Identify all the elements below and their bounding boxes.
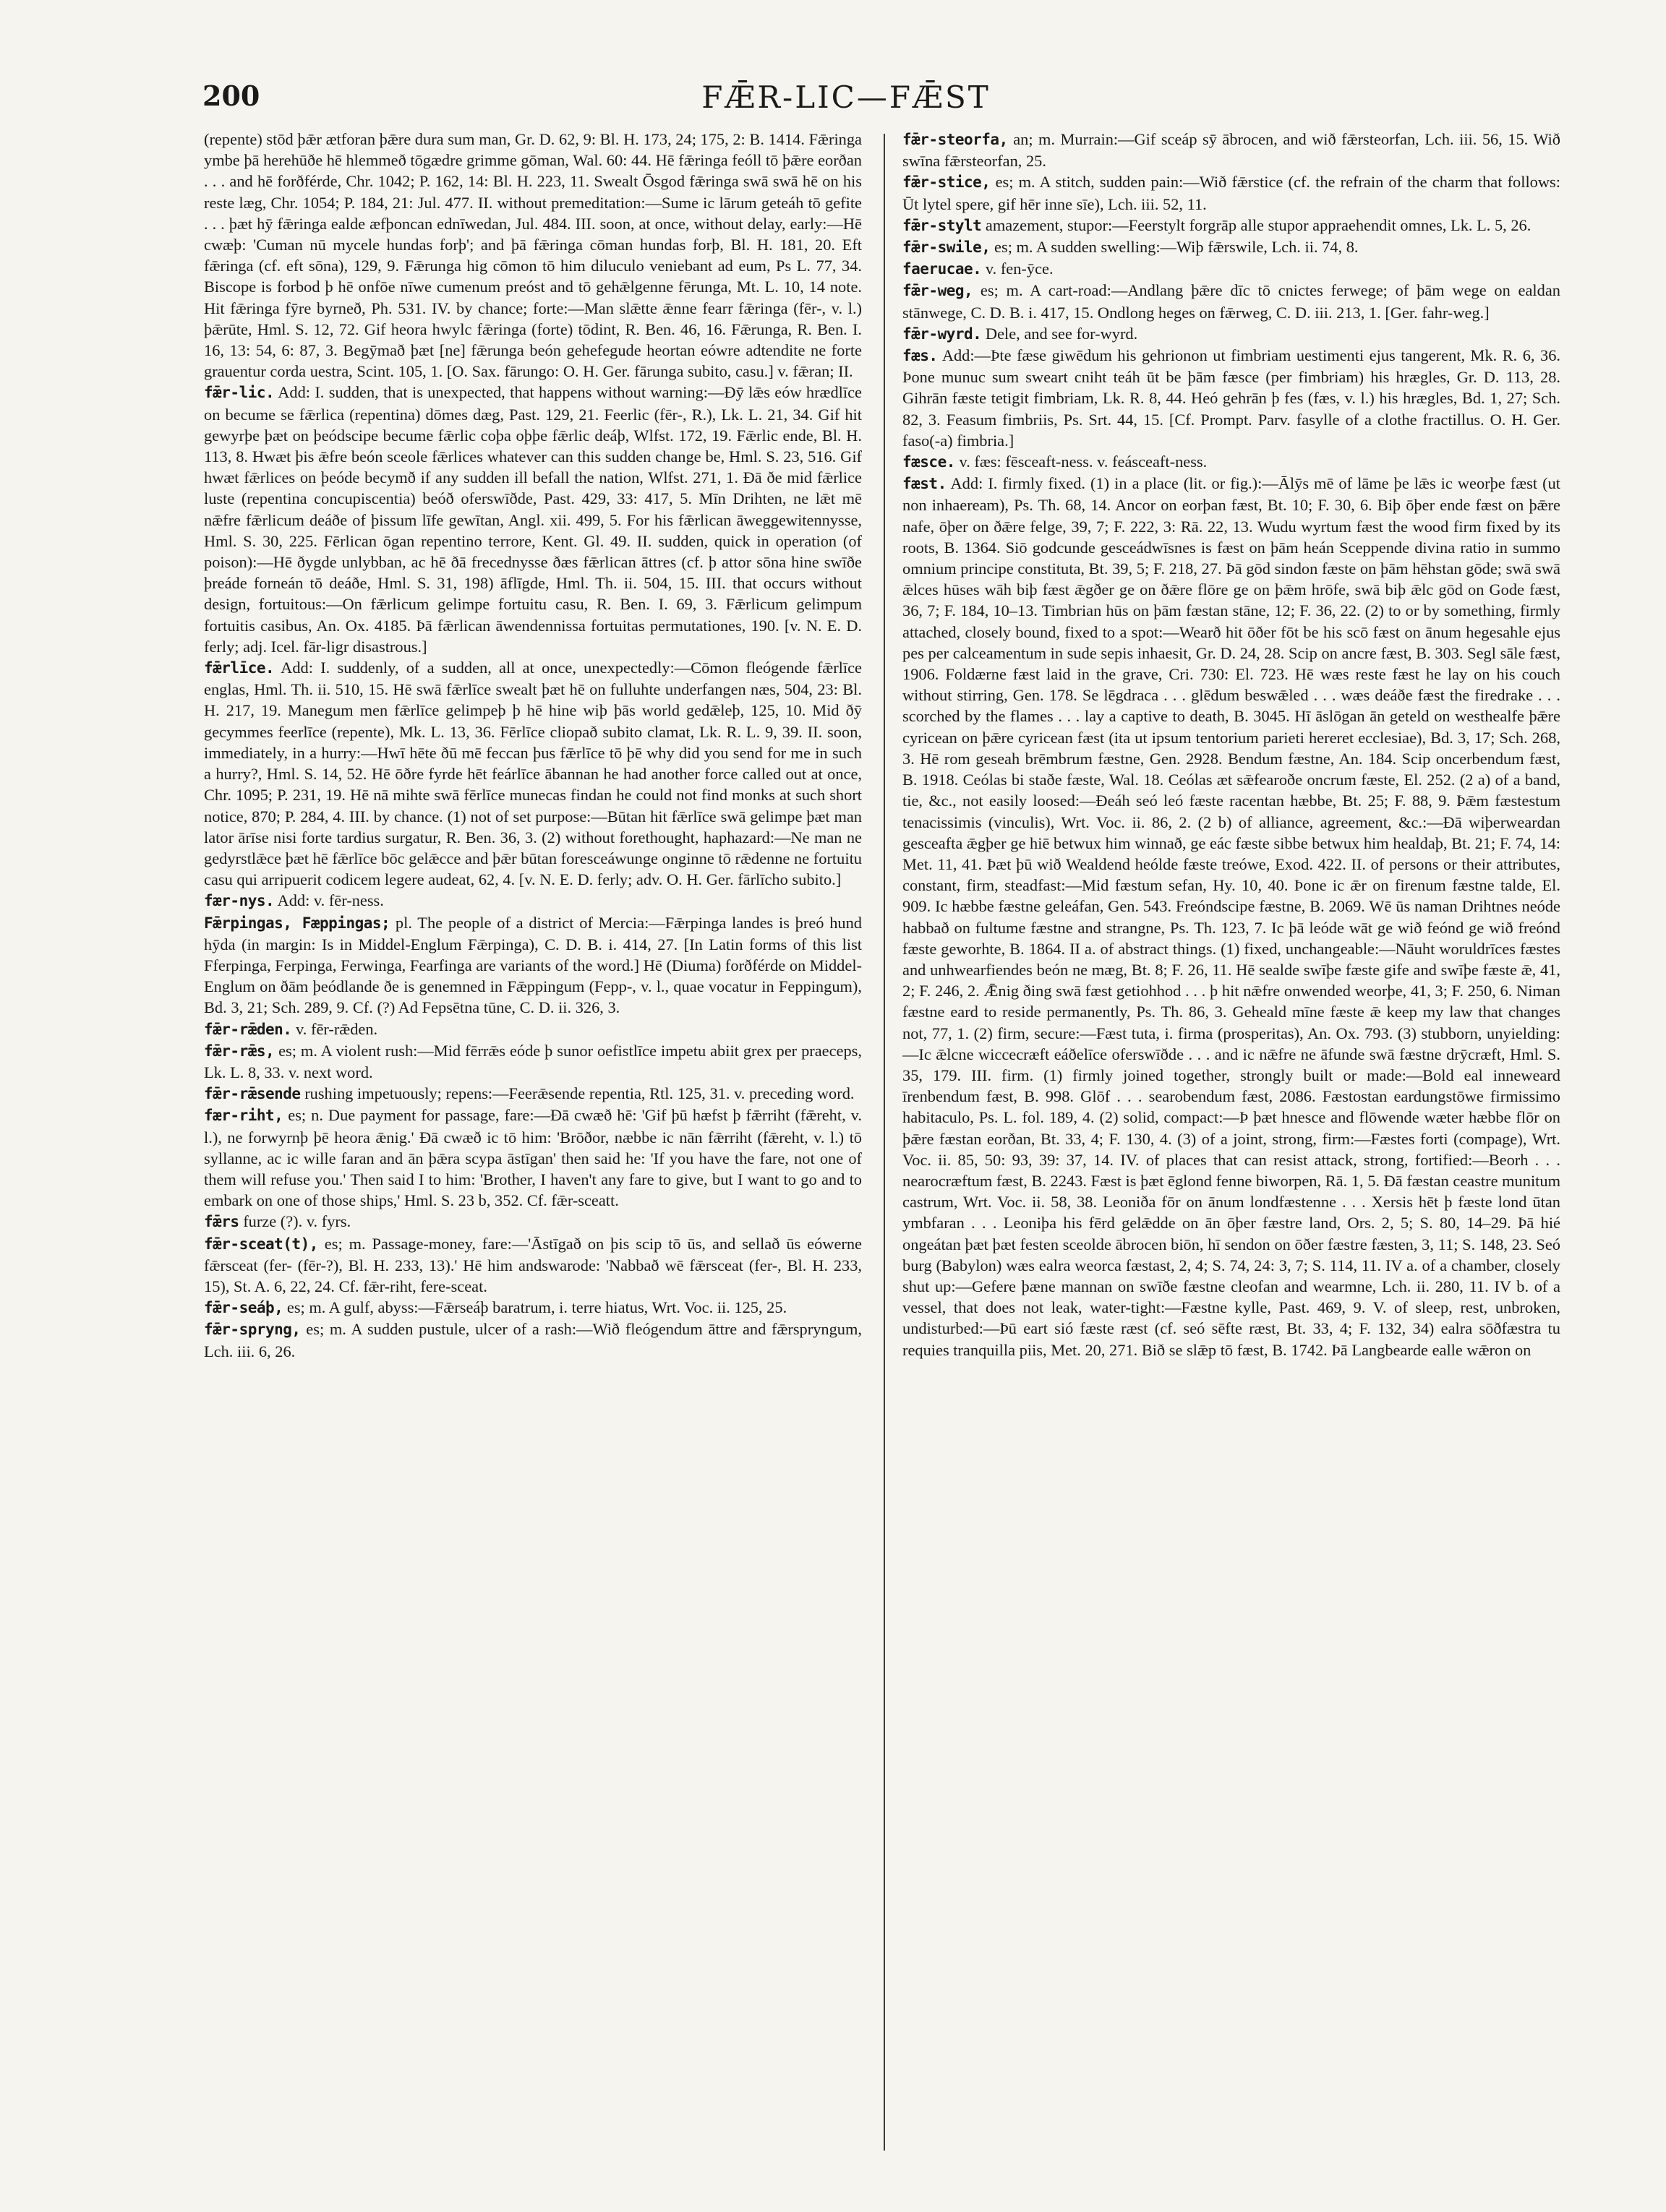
entry-headword: fǣr-stylt (902, 216, 982, 234)
entry-headword: fær-nys. (204, 892, 275, 910)
entry-headword: fær-riht, (204, 1107, 283, 1125)
entry-text: Add: v. fēr-ness. (277, 891, 384, 910)
entry-text: es; m. A gulf, abyss:—Fǣrseáþ baratrum, i. terre hiatus, Wrt. Voc. ii. 125, 25. (286, 1298, 787, 1317)
dictionary-entry (204, 1319, 862, 1361)
entry-headword: fǣr-rǣden. (204, 1020, 292, 1038)
entry-headword: fǣrlīce. (204, 659, 275, 677)
dictionary-entry (204, 1083, 862, 1105)
entry-headword: fǣr-swile, (902, 239, 991, 257)
entry-text: furze (?). v. fyrs. (243, 1212, 351, 1231)
entry-headword: fǣr-sceat(t), (204, 1235, 318, 1253)
dictionary-entry (902, 236, 1560, 258)
entry-text: es; m. A cart-road:—Andlang þǣre dīc tō cnictes ferwege; of þām wege on ealdan stānwege, C. D. B. i. 417, 15. Ondlong heges on fǣrweg, C. D. iii. 213, 1. [Ger. fahr-weg.] (902, 281, 1560, 322)
entry-text: es; m. A stitch, sudden pain:—Wið fǣrstice (cf. the refrain of the charm that follows: Ūt lytel spere, gif hēr inne sīe), Lch. iii. 52, 11. (902, 173, 1560, 213)
entry-text: es; n. Due payment for passage, fare:—Ðā cwæð hē: 'Gif þū hæfst þ fǣrriht (fǣreht, v. l.), ne forwyrnþ þē heora ǣnig.' Ðā cwæð ic tō him: 'Brōðor, næbbe ic nān fǣrriht (fǣreht, v. l.) tō syllanne, ac ic wille faran and ān þǣra scypa āstīgan' then said he: 'If you have the fare, not one of them will refuse you.' Then said I to him: 'Brother, I haven't any fare to give, but I want to go and to embark on one of those ships,' Hml. S. 23 b, 352. Cf. fǣr-sceatt. (204, 1106, 862, 1210)
dictionary-entry (204, 1297, 862, 1319)
entry-headword: fǣr-spryng, (204, 1321, 301, 1339)
dictionary-entry (204, 382, 862, 657)
dictionary-entry (204, 657, 862, 890)
entry-text: Add: I. firmly fixed. (1) in a place (lit. or fig.):—Ālȳs mē of lāme þe lǣs ic weorþe fæst (ut non inhaeream), Ps. Th. 68, 14. Ancor on eorþan fæst, Bt. 10; F. 30, 6. Biþ ōþer ende fæst on þǣre nafe, ōþer on ðǣre felge, 39, 7; F. 222, 3: Rā. 22, 13. Wudu wyrtum fæst the wood firm fixed by its roots, B. 1364. Siō godcunde gesceádwīsnes is fæst on þām heán Sceppende divina ratio in summo omnium principe constituta, Bt. 39, 5; F. 218, 27. Þā gōd sindon fæste on þām hēhstan gōde; swā swā ǣlces hūses wāh biþ fæst ǣgðer ge on ðǣre flōre ge on þǣm hrōfe, swā biþ ǣlc gōd on Gode fæst, 36, 7; F. 184, 10–13. Timbrian hūs on þām fæstan stāne, 12; F. 36, 22. (2) to or by something, firmly attached, closely bound, fixed to a spot:—Wearð hit ōðer fōt be his scō fæst on ānum hegesahle ejus pes per calceamentum in sude sepis inhaesit, Gr. D. 24, 28. Scip on ancre fæst, B. 303. Segl sāle fæst, 1906. Foldærne fæst laid in the grave, Cri. 730: El. 723. Hē wæs reste fæst he lay on his couch without stirring, Gen. 178. Se lēgdraca . . . glēdum beswǣled . . . wæs deáðe fæst the firedrake . . . scorched by the flames . . . lay a captive to death, B. 3045. Hī āslōgan ān geteld on westhealfe þǣre cyricean on þǣre cyricean fæst (ita ut ipsum tentorium parieti hereret ecclesiae), Bd. 3, 17; Sch. 268, 3. Hē rom geseah brēmbrum fæstne, Gen. 2928. Bendum fæstne, An. 184. Scip oncerbendum fæst, B. 1918. Ceólas bi staðe fæste, Wal. 18. Ceólas æt sǣfearoðe oncrum fæste, El. 252. (2 a) of a band, tie, &c., not easily loosed:—Ðeáh seó leó fæste racentan hæbbe, Bt. 25; F. 88, 9. Þǣm fæstestum tenacissimis (vinculis), Wrt. Voc. ii. 86, 2. (2 b) of alliance, agreement, &c.:—Ðā wiþerweardan gesceafta ǣgþer ge hiē betwux him winnað, ge eác fæste sibbe betwux him healdaþ, Bt. 21; F. 74, 14: Met. 11, 41. Þæt þū wið Wealdend heólde fæste treówe, Exod. 422. II. of persons or their attributes, constant, firm, steadfast:—Mid fæstum sefan, Hy. 10, 40. Þone ic ǣr on firenum fæstne talde, El. 909. Ic hæbbe fæstne geleáfan, Gen. 543. Freóndscipe fæstne, B. 2069. Wē ūs naman Drihtnes neóde habbað on fultume fæstne and strangne, Ps. Th. 123, 7. Ic þā leóde wāt ge wið feónd ge wið freónd fæste geworhte, B. 1864. II a. of abstract things. (1) fixed, unchangeable:—Nāuht woruldrīces fæstes and unhwearfiendes beón ne mæg, Bt. 8; F. 26, 11. Hē sealde swīþe fæste gife and swīþe fæste ǣ, 41, 2; F. 246, 2. Ǣnig ðing swā fæst getiohhod . . . þ hit nǣfre onwended weorþe, 41, 3; F. 250, 6. Niman fæstne eard to reside permanently, Ps. Th. 86, 3. Geheald mīne fæste ǣ keep my law that changes not, 77, 1. (2) firm, secure:—Fæst tuta, i. firma (prosperitas), An. Ox. 793. (3) stubborn, unyielding:—Ic ǣlcne wiccecræft eáðelīce oferswīðde . . . and ic nǣfre ne āfunde swā fæstne drȳcræft, Hml. S. 35, 179. III. firm. (1) firmly joined together, strongly built or made:—Bold eal inneweard īrenbendum fæst, B. 998. Glōf . . . searobendum fæst, 2086. Fæstostan eardungstōwe firmissimo habitaculo, Ps. L. fol. 189, 4. (2) solid, compact:—Þ þæt hnesce and flōwende wæter hæbbe flōr on þǣre fæstan eorðan, Bt. 33, 4; F. 130, 4. (3) of a joint, strong, firm:—Fæstes forti (compage), Wrt. Voc. ii. 85, 50: 93, 39: 37, 14. IV. of places that can resist attack, strong, fortified:—Beorh . . . nearocræftum fæst, B. 2243. Fæst is þæt ēglond fenne biworpen, Rā. 1, 5. Ðā fæstan ceastre munitum castrum, Wrt. Voc. ii. 58, 38. Leoniða fōr on ānum londfæstenne . . . Xersis hēt þ fæste lond ūtan ymbfaran . . . Leoniþa his fērd gelǣdde on ān ōþer fæstre land, Ors. 2, 5; S. 80, 14–29. Þā hié ongeátan þæt þæt festen sceolde ābrocen biōn, hī sendon on ōðer fæstre fæsten, 3, 11; S. 148, 23. Seó burg (Babylon) wæs ealra weorca fæstast, 2, 4; S. 74, 24: 3, 7; S. 114, 11. IV a. of a chamber, closely shut up:—Gefere þæne mannan on swīðe fæstne cleofan and wearmne, Lch. ii. 280, 11. IV b. of a vessel, that does not leak, water-tight:—Fæstne kylle, Past. 469, 9. V. of sleep, rest, unbroken, undisturbed:—Þū eart sió fæste ræst (cf. seó sēfte ræst, Bt. 33, 4; F. 132, 34) ealra sōðfæstra tu requies tranquilla piis, Met. 20, 271. Bið se slǣp tō fæst, B. 1742. Þā Langbearde ealle wǣron on (902, 474, 1560, 1359)
dictionary-entry (902, 345, 1560, 451)
entry-text: Add: I. suddenly, of a sudden, all at once, unexpectedly:—Cōmon fleógende fǣrlīce englas, Hml. Th. ii. 510, 15. Hē swā fǣrlīce swealt þæt hē on fulluhte underfangen næs, 504, 23: Bl. H. 217, 19. Manegum men fǣrlīce gelimpeþ þ hē hine wiþ þās world gedǣleþ, 125, 10. Mid ðȳ gecymmes feerlīce (repente), Mk. L. 13, 36. Fērlīce cliopað subito clamat, Lk. R. L. 9, 39. II. soon, immediately, in a hurry:—Hwī hēte ðū mē feccan þus fǣrlīce tō þē why did you send for me in such a hurry?, Hml. S. 14, 52. Hē ōðre fyrde hēt feárlīce ābannan he had another force called out at once, Chr. 1095; P. 231, 19. Hē nā mihte swā fērlīce munecas findan he could not find monks at such short notice, 870; P. 284, 4. III. by chance. (1) not of set purpose:—Būtan hit fǣrlīce swā gelimpe þæt man lator ārīse nisi forte tardius surgatur, R. Ben. 36, 3. (2) without forethought, haphazard:—Ne man ne gedyrstlǣce þæt hē fǣrlīce bōc gelǣcce and þǣr būtan foresceáwunge onginne tō rǣdenne ne fortuitu casu qui arripuerit codicem legere audeat, 62, 4. [v. N. E. D. ferly; adv. O. H. Ger. fārlīcho subito.] (204, 659, 862, 889)
entry-headword: fǣr-stice, (902, 173, 991, 192)
entry-headword: fǣr-wyrd. (902, 325, 982, 343)
column-divider (884, 134, 885, 2151)
left-column (204, 129, 862, 2174)
running-head: FǢR-LIC—FǢST (701, 80, 991, 115)
entry-headword: fæst. (902, 475, 947, 493)
entry-headword: fǣr-rǣs, (204, 1042, 275, 1060)
entry-headword: fæs. (902, 347, 938, 365)
entry-text: an; m. Murrain:—Gif sceáp sȳ ābrocen, and wið fǣrsteorfan, Lch. iii. 56, 15. Wið swīna fǣrsteorfan, 25. (902, 130, 1560, 171)
dictionary-entry (902, 258, 1560, 280)
entry-text: es; m. A sudden pustule, ulcer of a rash:—Wið fleógendum āttre and fǣrspryngum, Lch. iii. 6, 26. (204, 1320, 862, 1360)
page-number: 200 (202, 80, 260, 112)
entry-text: Add: I. sudden, that is unexpected, that happens without warning:—Ðȳ lǣs eów hrædlīce on becume se fǣrlica (repentina) dōmes dæg, Past. 129, 21. Feerlic (fēr-, R.), Lk. L. 21, 34. Gif hit gewyrþe þæt on þeódscipe becume fǣrlic coþa oþþe fǣrlic deáþ, Wlfst. 172, 19. Fǣrlic ende, Bl. H. 113, 8. Hwæt þis ǣfre beón sceole fǣrlices whatever can this sudden change be, Hml. S. 23, 516. Gif hwæt fǣrlices on þeóde becymð if any sudden ill befall the nation, Wlfst. 271, 1. Ðā ðe mid fǣrlice luste (repentina concupiscentia) beóð oferswīðde, Past. 429, 33: 417, 5. Mīn Drihten, ne lǣt mē nǣfre fǣrlicum deáðe of þissum līfe gewītan, Angl. xii. 499, 5. For his fǣrlican āweggewitennysse, Hml. S. 30, 225. Fērlican ōgan repentino terrore, Kent. Gl. 49. II. sudden, quick in operation (of poison):—Hē ðygde unlybban, ac hē ðā frecednysse ðæs fǣrlican āttres (cf. þ attor sōna hine swīðe þreáde forneán tō deáðe, Hml. S. 31, 198) āflīgde, Hml. Th. ii. 504, 15. III. that occurs without design, fortuitous:—On fǣrlicum gelimpe fortuitu casu, R. Ben. I. 69, 3. Fǣrlicum gelimpum fortuitis casibus, An. Ox. 4185. Þā fǣrlican āwendennissa fortuitas permutationes, 190. [v. N. E. D. ferly; adj. Icel. fār-ligr disastrous.] (204, 383, 862, 656)
entry-headword: Fǣrpingas, Fæppingas; (204, 914, 390, 932)
entry-headword: fǣr-lic. (204, 384, 275, 402)
entry-text: Add:—Þte fæse giwēdum his gehrionon ut fimbriam uestimenti ejus tangerent, Mk. R. 6, 36. Þone munuc sum sweart cniht teáh ūt be þām fæsce (per fimbriam) his hrægles, Gr. D. 113, 28. Gihrān fæste tetigit fimbriam, Lk. R. 8, 44. Heó gehrān þ fes (fæs, v. l.) his hrægles, Bd. 1, 27; Sch. 82, 3. Feasum fimbriis, Ps. Srt. 44, 15. [Cf. Prompt. Parv. fasylle of a clothe fractillus. O. H. Ger. faso(-a) fimbria.] (902, 346, 1560, 450)
dictionary-entry (204, 1233, 862, 1298)
entry-text: Dele, and see for-wyrd. (985, 324, 1138, 343)
entry-text: es; m. A violent rush:—Mid fērrǣs eóde þ sunor oefistlīce impetu abiit grex per praeceps, Lk. L. 8, 33. v. next word. (204, 1041, 862, 1081)
dictionary-entry (204, 1019, 862, 1040)
dictionary-entry (204, 129, 862, 382)
dictionary-entry (204, 1211, 862, 1233)
entry-text: es; m. A sudden swelling:—Wiþ fǣrswile, Lch. ii. 74, 8. (994, 238, 1359, 257)
entry-text: v. fæs: fēsceaft-ness. v. feásceaft-ness. (959, 453, 1208, 471)
dictionary-entry (902, 280, 1560, 322)
dictionary-entry (902, 171, 1560, 214)
entry-text: pl. The people of a district of Mercia:—Fǣrpinga landes is þreó hund hȳda (in margin: Is in Middel-Englum Fǣrpinga), C. D. B. i. 414, 27. [In Latin forms of this list Fferpinga, Ferpinga, Ferwinga, Fearfinga are variants of the word.] Hē (Diuma) forðférde on Middel-Englum on ðām þeódlande ðe is genemned in Fǣppingum (Fepp-, v. l., quae vocatur in Feppingum), Bd. 3, 21; Sch. 289, 9. Cf. (?) Ad Fepsētna tūne, C. D. ii. 326, 3. (204, 913, 862, 1017)
entry-text: (repente) stōd þǣr ætforan þǣre dura sum man, Gr. D. 62, 9: Bl. H. 173, 24; 175, 2: B. 1414. Fǣringa ymbe þā herehūðe hē hlemmeð tōgædre grimme gōman, Wal. 60: 44. Hē fǣringa feóll tō þǣre eorðan . . . and hē forðférde, Chr. 1042; P. 162, 14: Bl. H. 223, 11. Swealt Ōsgod fǣringa swā swā hē on his reste læg, Chr. 1054; P. 184, 21: Jul. 477. II. without premeditation:—Sume ic lārum geteáh tō gefite . . . þæt hȳ fǣringa ealde æfþoncan ednīwedan, Jul. 484. III. soon, at once, without delay, early:—Hē cwæþ: 'Cuman nū mycele hundas forþ'; and þā fǣringa cōman hundas forþ, Bl. H. 181, 20. Eft fǣringa (cf. eft sōna), 129, 9. Fǣrunga hig cōmon tō him diluculo veniebant ad eum, Ps L. 77, 34. Biscope is forbod þ hē onfōe nīwe cumenum preóst and tō gehǣlgenne fērunga, Mt. L. 10, 14 note. Hit fǣringa fȳre byrneð, Ph. 531. IV. by chance; forte:—Man slǣtte ǣnne fearr fǣringa (fēr-, v. l.) þǣrūte, Hml. S. 12, 72. Gif heora hwylc fǣringa (forte) tōdint, R. Ben. 46, 16. Fǣrunga, R. Ben. I. 16, 13: 54, 6: 87, 3. Begȳmað þæt [ne] fǣrunga beón gehefegude heortan eówre adtendite ne forte grauentur corda uestra, Scint. 105, 1. [O. Sax. fārungo: O. H. Ger. fārunga subito, casu.] v. fǣran; II. (204, 130, 862, 381)
dictionary-entry (902, 129, 1560, 171)
entry-text: v. fen-ȳce. (985, 260, 1054, 278)
dictionary-entry (902, 215, 1560, 236)
dictionary-entry (902, 473, 1560, 1360)
dictionary-entry (902, 451, 1560, 473)
entry-headword: fǣrs (204, 1213, 239, 1231)
dictionary-entry (902, 323, 1560, 345)
dictionary-entry (204, 1040, 862, 1083)
entry-headword: fǣr-steorfa, (902, 131, 1008, 148)
right-column (902, 129, 1560, 2174)
entry-headword: faerucae. (902, 260, 982, 278)
dictionary-entry (204, 890, 862, 912)
entry-text: es; m. Passage-money, fare:—'Āstīgað on þis scip tō ūs, and sellað ūs eówerne fǣrsceat (fer- (fēr-?), Bl. H. 233, 13).' Hē him andswarode: 'Nabbað wē fǣrsceat (fer-, Bl. H. 233, 15), St. A. 6, 22, 24. Cf. fǣr-riht, fere-sceat. (204, 1234, 862, 1295)
entry-headword: fǣr-seáþ, (204, 1299, 283, 1317)
entry-headword: fæsce. (902, 453, 955, 471)
entry-text: rushing impetuously; repens:—Feerǣsende repentia, Rtl. 125, 31. v. preceding word. (304, 1084, 855, 1103)
dictionary-entry (204, 1105, 862, 1211)
page-header (202, 80, 1490, 120)
entry-text: v. fēr-rǣden. (296, 1019, 378, 1038)
entry-text: amazement, stupor:—Feerstylt forgrāp alle stupor appraehendit omnes, Lk. L. 5, 26. (985, 215, 1532, 234)
entry-headword: fǣr-weg, (902, 282, 973, 300)
dictionary-entry (204, 912, 862, 1019)
entry-headword: fǣr-rǣsende (204, 1085, 301, 1103)
